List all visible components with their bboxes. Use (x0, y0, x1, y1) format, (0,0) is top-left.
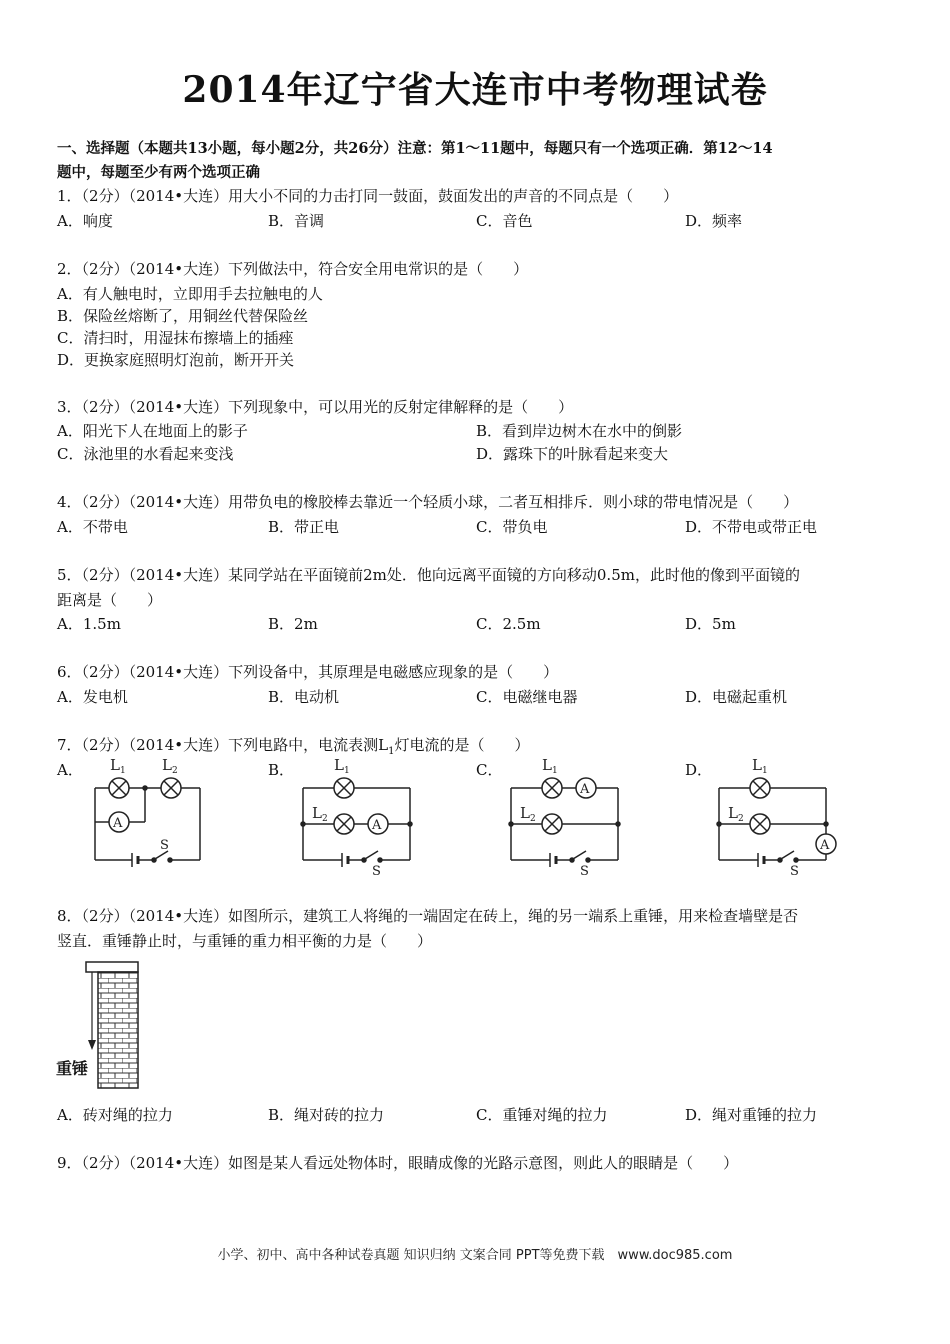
q6-option-a: A．发电机 (57, 688, 128, 706)
circuit-c-lamp-l1-icon (542, 778, 562, 798)
circuit-b-label-l1-letter: L (334, 756, 344, 774)
q5-option-a: A．1.5m (57, 615, 121, 633)
q4-option-a: A．不带电 (57, 518, 128, 536)
q4-option-c: C．带负电 (476, 518, 548, 536)
circuit-d-label-l1-sub: 1 (762, 766, 768, 776)
circuit-b-switch-label: S (372, 864, 381, 878)
q7-option-d: D． (685, 761, 713, 779)
circuit-d-label-l2-sub: 2 (738, 814, 744, 824)
question-1-stem: 1．（2分）（2014•大连）用大小不同的力击打同一鼓面，鼓面发出的声音的不同点是（ ） (57, 187, 679, 205)
q4-option-b: B．带正电 (268, 518, 340, 536)
q5-option-b: B．2m (268, 615, 318, 633)
page-footer: 小学、初中、高中各种试卷真题 知识归纳 文案合同 PPT等免费下载 www.doc985.com (217, 1248, 733, 1263)
circuit-b-label-l1-sub: 1 (344, 766, 350, 776)
q6-option-d: D．电磁起重机 (685, 688, 788, 706)
circuit-a-label-l1-sub: 1 (120, 766, 126, 776)
question-8-stem-cont: 竖直．重锤静止时，与重锤的重力相平衡的力是（ ） (57, 932, 433, 950)
circuit-b-lamp-l2-icon (334, 814, 354, 834)
q2-option-b: B．保险丝熔断了，用铜丝代替保险丝 (57, 307, 309, 325)
circuit-b-ammeter-label: A (372, 818, 382, 833)
question-5-stem: 5．（2分）（2014•大连）某同学站在平面镜前2m处．他向远离平面镜的方向移动0.5m，此时他的像到平面镜的 (57, 566, 800, 584)
circuit-diagram-d (714, 752, 844, 878)
q6-option-b: B．电动机 (268, 688, 340, 706)
circuit-a-label-l2-letter: L (162, 756, 172, 774)
q3-option-b: B．看到岸边树木在水中的倒影 (476, 422, 683, 440)
circuit-diagram-b (298, 752, 418, 878)
circuit-c-label-l1-sub: 1 (552, 766, 558, 776)
circuit-a-label-l1-letter: L (110, 756, 120, 774)
circuit-a-lamp-l1-icon (109, 778, 129, 798)
question-3-stem: 3．（2分）（2014•大连）下列现象中，可以用光的反射定律解释的是（ ） (57, 398, 574, 416)
circuit-d-ammeter-label: A (820, 838, 830, 853)
q2-option-d: D．更换家庭照明灯泡前，断开开关 (57, 351, 295, 369)
circuit-d-label-l1-letter: L (752, 756, 762, 774)
section-heading-line2: 题中，每题至少有两个选项正确 (57, 164, 260, 181)
circuit-d-label-l2-letter: L (728, 804, 738, 822)
q3-option-d: D．露珠下的叶脉看起来变大 (476, 445, 669, 463)
circuit-b-label-l2-letter: L (312, 804, 322, 822)
plumb-bob-label: 重锤 (56, 1059, 89, 1078)
question-4-stem: 4．（2分）（2014•大连）用带负电的橡胶棒去靠近一个轻质小球，二者互相排斥．则小球的带电情况是（ ） (57, 493, 799, 511)
q4-option-d: D．不带电或带正电 (685, 518, 818, 536)
question-2-stem: 2．（2分）（2014•大连）下列做法中，符合安全用电常识的是（ ） (57, 260, 529, 278)
circuit-d-lamp-l1-icon (750, 778, 770, 798)
q1-option-b: B．音调 (268, 212, 325, 230)
circuit-b-lamp-l1-icon (334, 778, 354, 798)
question-6-stem: 6．（2分）（2014•大连）下列设备中，其原理是电磁感应现象的是（ ） (57, 663, 559, 681)
circuit-d-lamp-l2-icon (750, 814, 770, 834)
q1-option-c: C．音色 (476, 212, 533, 230)
q2-option-a: A．有人触电时，立即用手去拉触电的人 (57, 285, 323, 303)
q3-option-c: C．泳池里的水看起来变浅 (57, 445, 234, 463)
q8-option-d: D．绳对重锤的拉力 (685, 1106, 818, 1124)
page-title: 2014年辽宁省大连市中考物理试卷 (182, 69, 768, 111)
q6-option-c: C．电磁继电器 (476, 688, 578, 706)
q7-option-c: C． (476, 761, 503, 779)
question-7-stem: 7．（2分）（2014•大连）下列电路中，电流表测$L_1$灯电流的是（ ） (57, 736, 530, 757)
circuit-c-label-l2-letter: L (520, 804, 530, 822)
q1-option-d: D．频率 (685, 212, 743, 230)
circuit-b-label-l2-sub: 2 (322, 814, 328, 824)
circuit-d-switch-label: S (790, 864, 799, 878)
q5-option-c: C．2.5m (476, 615, 541, 633)
plumb-bob-arrow-icon (88, 1040, 96, 1050)
question-5-stem-cont: 距离是（ ） (57, 591, 163, 609)
question-9-stem: 9．（2分）（2014•大连）如图是某人看远处物体时，眼睛成像的光路示意图，则此人的眼睛是（ ） (57, 1154, 739, 1172)
q2-option-c: C．清扫时，用湿抹布擦墙上的插痤 (57, 329, 294, 347)
circuit-diagram-a (88, 752, 208, 878)
question-8-stem: 8．（2分）（2014•大连）如图所示，建筑工人将绳的一端固定在砖上，绳的另一端系上重锤，用来检查墙壁是否 (57, 907, 799, 925)
circuit-c-label-l2-sub: 2 (530, 814, 536, 824)
circuit-a-ammeter-label: A (113, 816, 123, 831)
circuit-c-label-l1-letter: L (542, 756, 552, 774)
circuit-c-lamp-l2-icon (542, 814, 562, 834)
q1-option-a: A．响度 (57, 212, 113, 230)
brick-wall (98, 972, 138, 1088)
top-brick (86, 962, 138, 972)
circuit-c-ammeter-label: A (580, 782, 590, 797)
circuit-diagram-c (506, 752, 626, 878)
q7-option-b: B． (268, 761, 295, 779)
q3-option-a: A．阳光下人在地面上的影子 (57, 422, 248, 440)
circuit-a-lamp-l2-icon (161, 778, 181, 798)
circuit-a-switch-label: S (160, 838, 169, 853)
circuit-a-label-l2-sub: 2 (172, 766, 178, 776)
section-heading-line1: 一、选择题（本题共13小题，每小题2分，共26分）注意：第1～11题中，每题只有一个选项正确．第12～14 (57, 140, 773, 157)
q8-option-b: B．绳对砖的拉力 (268, 1106, 385, 1124)
circuit-c-switch-label: S (580, 864, 589, 878)
q5-option-d: D．5m (685, 615, 736, 633)
plumb-wall-figure (52, 958, 146, 1092)
q8-option-c: C．重锤对绳的拉力 (476, 1106, 608, 1124)
q7-option-a: A． (57, 761, 83, 779)
q8-option-a: A．砖对绳的拉力 (57, 1106, 173, 1124)
